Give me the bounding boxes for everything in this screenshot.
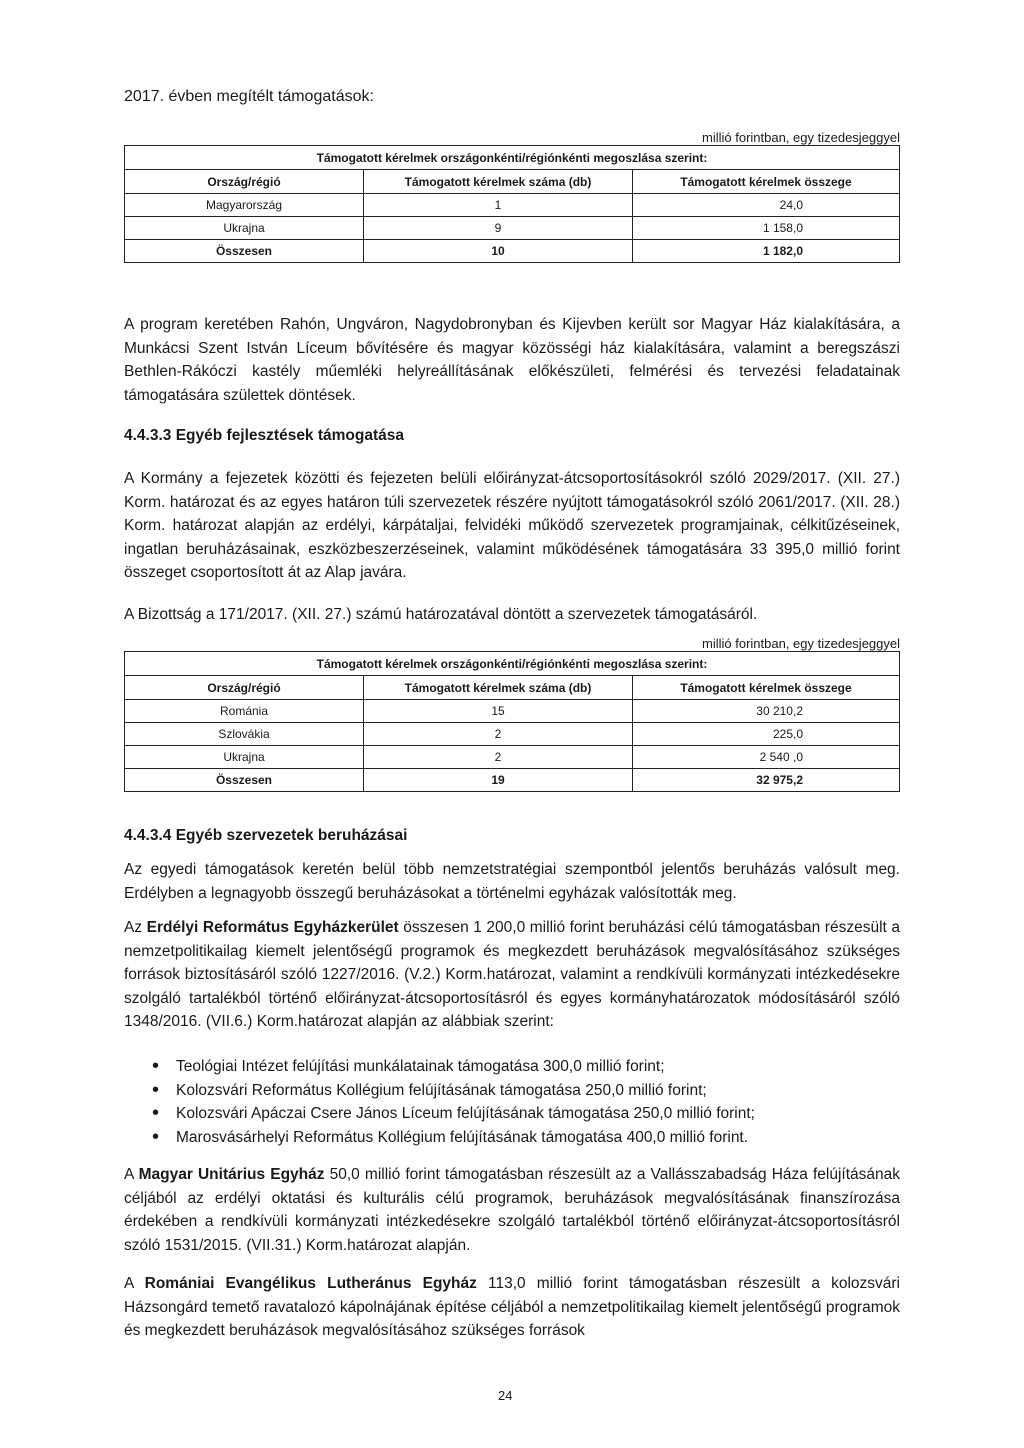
table-cell: 2	[364, 746, 633, 769]
table1-header-count: Támogatott kérelmek száma (db)	[364, 170, 633, 194]
page-number: 24	[498, 1388, 513, 1403]
table-cell: 225,0	[633, 723, 900, 746]
text-run: összesen 1 200,0 millió forint beruházási célú támogatásban részesült a nemzetpolitikailag kiemelt jelentőségű programok és megkezdett beruházások megvalósításához szükséges források biztosításáról szóló 1227/2016. (V.2.) Korm.határozat, valamint a rendkívüli kormányzati intézkedésekre szolgáló tartalékból történő előirányzat-átcsoportosításról és egyes kormányhatározatok módosításáról szóló 1348/2016. (VII.6.) Korm.határozat alapján az alábbiak szerint:	[124, 919, 900, 1030]
table1	[124, 145, 900, 263]
table-total-row	[125, 769, 900, 792]
table1-block	[124, 130, 900, 263]
text-run: A	[124, 1166, 139, 1183]
bullet-list	[124, 1055, 952, 1149]
paragraph-program: A program keretében Rahón, Ungváron, Nagydobronyban és Kijevben került sor Magyar Ház kialakítására, a Munkácsi Szent István Líceum bővítésére és magyar közösségi ház kialakítására, valamint a beregszászi Bethlen-Rákóczi kastély műemléki helyreállításának előkészületi, felmérési és tervezési feladatainak támogatására születtek döntések.	[124, 316, 900, 404]
table-cell: Összesen	[125, 240, 364, 263]
paragraph-unitarius	[124, 1163, 900, 1257]
table-cell: 32 975,2	[633, 769, 900, 792]
table-cell: 19	[364, 769, 633, 792]
table-cell: 1 158,0	[633, 217, 900, 240]
paragraph-erdelyi	[124, 916, 900, 1034]
table2	[124, 651, 900, 792]
table-total-row	[125, 240, 900, 263]
table-cell: 24,0	[633, 194, 900, 217]
text-run: 50,0 millió forint támogatásban részesült az a Vallásszabadság Háza felújításának céljából az erdélyi oktatási és kulturális célú programok, beruházások megvalósításának finanszírozása érdekében a rendkívüli kormányzati intézkedésekre szolgáló tartalékból történő előirányzat-átcsoportosításról szóló 1531/2015. (VII.31.) Korm.határozat alapján.	[124, 1166, 901, 1254]
list-item: • Marosvásárhelyi Református Kollégium felújításának támogatása 400,0 millió forint.	[176, 1126, 952, 1150]
table2-header-country: Ország/régió	[125, 676, 364, 700]
paragraph-evangelikus	[124, 1272, 900, 1343]
table-cell: 1	[364, 194, 633, 217]
table1-unit: millió forintban, egy tizedesjeggyel	[702, 130, 900, 145]
paragraph-kormany: A Kormány a fejezetek közötti és fejezeten belüli előirányzat-átcsoportosításokról szóló 2029/2017. (XII. 27.) Korm. határozat és az egyes határon túli szervezetek részére nyújtott támogatásokról szóló 2061/2017. (XII. 28.) Korm. határozat alapján az erdélyi, kárpátaljai, felvidéki működő szervezetek programjainak, célkitűzéseinek, ingatlan beruházásainak, eszközbeszerzéseinek, valamint működésének támogatására 33 395,0 millió forint összeget csoportosított át az Alap javára.	[124, 470, 900, 581]
table-cell: 2	[364, 723, 633, 746]
table2-unit: millió forintban, egy tizedesjeggyel	[702, 636, 900, 651]
table1-title: Támogatott kérelmek országonkénti/régiónkénti megoszlása szerint:	[125, 146, 900, 170]
intro-line: 2017. évben megítélt támogatások:	[124, 88, 374, 105]
table2-header-amount: Támogatott kérelmek összege	[633, 676, 900, 700]
table-row	[125, 194, 900, 217]
table-cell: 2 540 ,0	[633, 746, 900, 769]
section-heading-4433: 4.4.3.3 Egyéb fejlesztések támogatása	[124, 427, 405, 444]
table-cell: Magyarország	[125, 194, 364, 217]
text-run: A	[124, 1275, 145, 1292]
list-item: • Teológiai Intézet felújítási munkálatainak támogatása 300,0 millió forint;	[176, 1055, 952, 1079]
table2-title: Támogatott kérelmek országonkénti/régiónkénti megoszlása szerint:	[125, 652, 900, 676]
table-cell: 10	[364, 240, 633, 263]
list-item: • Kolozsvári Református Kollégium felújításának támogatása 250,0 millió forint;	[176, 1079, 952, 1103]
table2-block	[124, 636, 900, 792]
section-heading-4434: 4.4.3.4 Egyéb szervezetek beruházásai	[124, 827, 408, 844]
text-run: Az	[124, 919, 147, 936]
paragraph-bizottsag: A Bizottság a 171/2017. (XII. 27.) számú határozatával döntött a szervezetek támogatásáról.	[124, 606, 758, 623]
table-cell: Szlovákia	[125, 723, 364, 746]
table1-header-amount: Támogatott kérelmek összege	[633, 170, 900, 194]
table2-header-count: Támogatott kérelmek száma (db)	[364, 676, 633, 700]
table-cell: Ukrajna	[125, 217, 364, 240]
table-row	[125, 700, 900, 723]
table-cell: 15	[364, 700, 633, 723]
table-row	[125, 746, 900, 769]
organization-name: Erdélyi Református Egyházkerület	[146, 919, 399, 936]
text-run: 113,0 millió forint támogatásban részesült a kolozsvári Házsongárd temető ravatalozó kápolnájának építése céljából a nemzetpolitikailag kiemelt jelentőségű programok és megkezdett beruházások megvalósításához szükséges források	[124, 1275, 901, 1339]
table1-header-country: Ország/régió	[125, 170, 364, 194]
organization-name: Magyar Unitárius Egyház	[138, 1166, 325, 1183]
table-cell: 30 210,2	[633, 700, 900, 723]
table-cell: 9	[364, 217, 633, 240]
table-cell: Ukrajna	[125, 746, 364, 769]
table-row	[125, 217, 900, 240]
table-cell: Románia	[125, 700, 364, 723]
paragraph-egyedi: Az egyedi támogatások keretén belül több nemzetstratégiai szempontból jelentős beruházás valósult meg. Erdélyben a legnagyobb összegű beruházásokat a történelmi egyházak valósították meg.	[124, 861, 900, 902]
table-cell: Összesen	[125, 769, 364, 792]
table-row	[125, 723, 900, 746]
organization-name: Romániai Evangélikus Lutheránus Egyház	[144, 1275, 477, 1292]
table-cell: 1 182,0	[633, 240, 900, 263]
list-item: • Kolozsvári Apáczai Csere János Líceum felújításának támogatása 250,0 millió forint;	[176, 1102, 952, 1126]
